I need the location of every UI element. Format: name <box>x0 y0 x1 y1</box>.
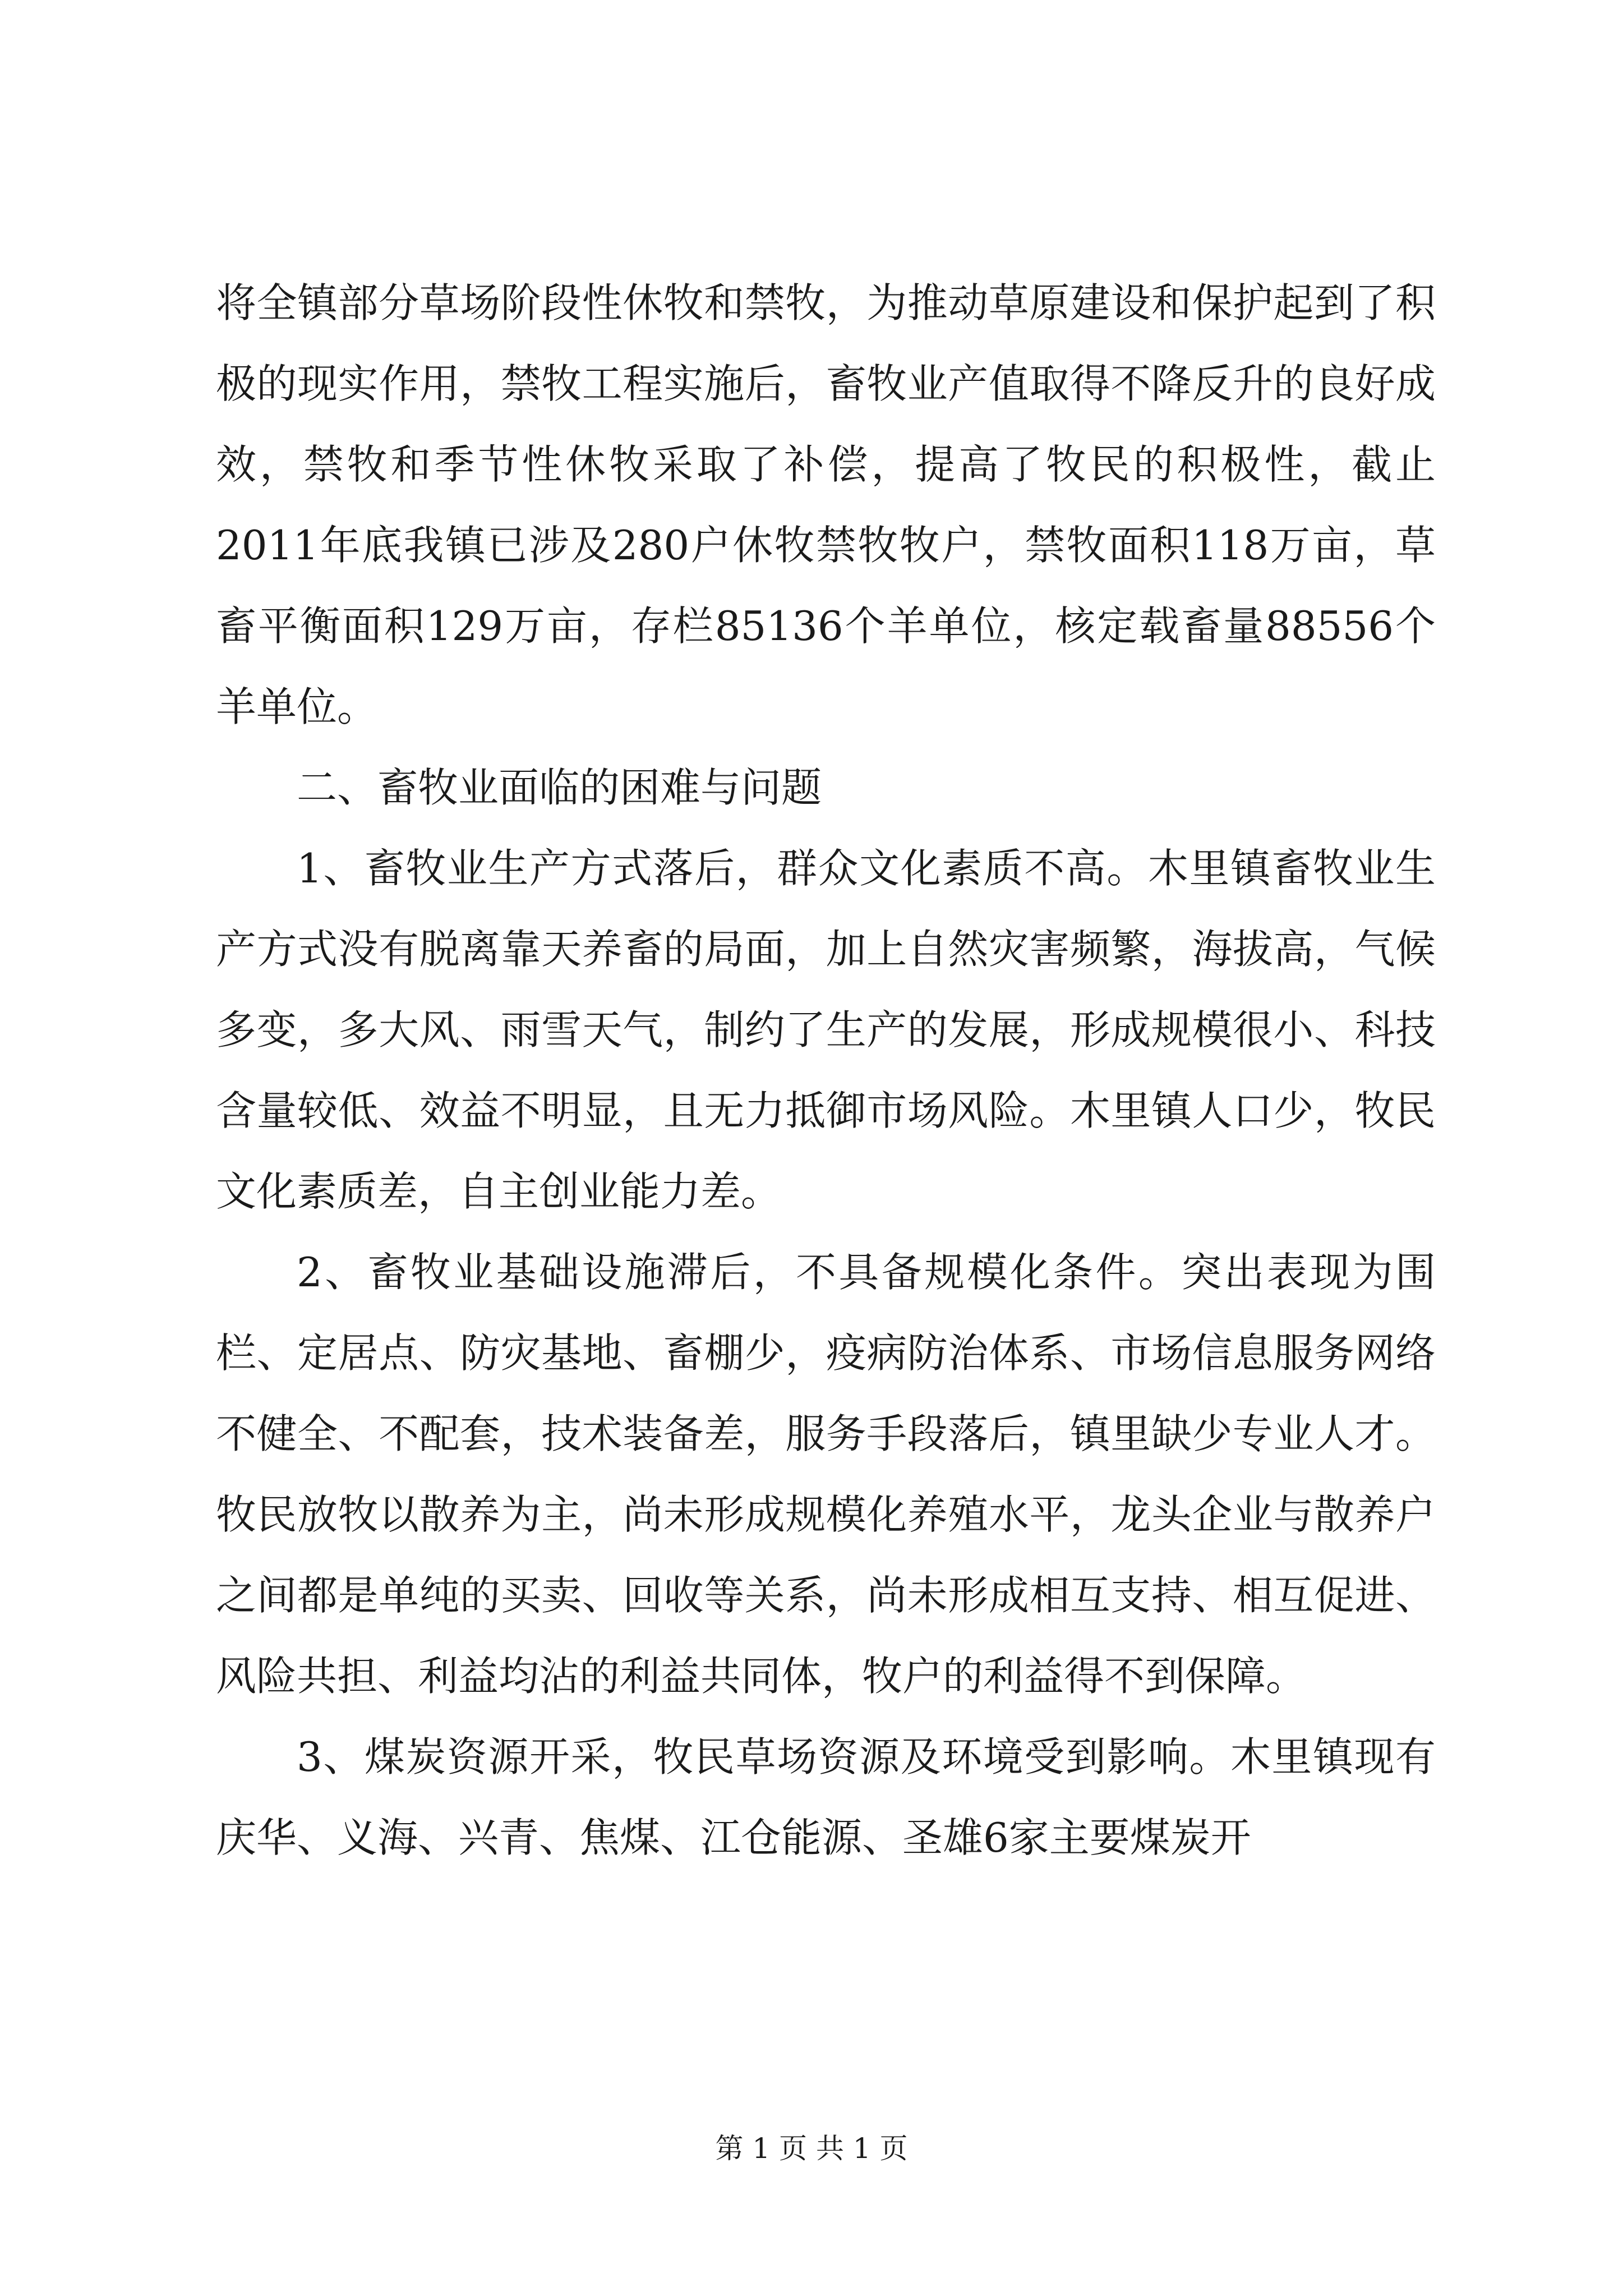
paragraph-item-2: 2、畜牧业基础设施滞后，不具备规模化条件。突出表现为围栏、定居点、防灾基地、畜棚少，疫病防治体系、市场信息服务网络不健全、不配套，技术装备差，服务手段落后，镇里缺少专业人才。牧民放牧以散养为主，尚未形成规模化养殖水平，龙头企业与散养户之间都是单纯的买卖、回收等关系，尚未形成相互支持、相互促进、风险共担、利益均沾的利益共同体，牧户的利益得不到保障。 <box>216 1249 1436 1700</box>
page-footer: 第 1 页 共 1 页 <box>715 2132 908 2165</box>
document-body <box>216 263 1436 1878</box>
paragraph-item-3: 3、煤炭资源开采，牧民草场资源及环境受到影响。木里镇现有庆华、义海、兴青、焦煤、江仓能源、圣雄6家主要煤炭开 <box>216 1733 1436 1861</box>
section-heading: 二、畜牧业面临的困难与问题 <box>297 764 822 811</box>
paragraph-continuation: 将全镇部分草场阶段性休牧和禁牧，为推动草原建设和保护起到了积极的现实作用，禁牧工程实施后，畜牧业产值取得不降反升的良好成效，禁牧和季节性休牧采取了补偿，提高了牧民的积极性，截止2011年底我镇已涉及280户休牧禁牧牧户，禁牧面积118万亩，草畜平衡面积129万亩，存栏85136个羊单位，核定载畜量88556个羊单位。 <box>216 279 1436 730</box>
paragraph-item-1: 1、畜牧业生产方式落后，群众文化素质不高。木里镇畜牧业生产方式没有脱离靠天养畜的局面，加上自然灾害频繁，海拔高，气候多变，多大风、雨雪天气，制约了生产的发展，形成规模很小、科技含量较低、效益不明显，且无力抵御市场风险。木里镇人口少，牧民文化素质差，自主创业能力差。 <box>216 845 1436 1215</box>
